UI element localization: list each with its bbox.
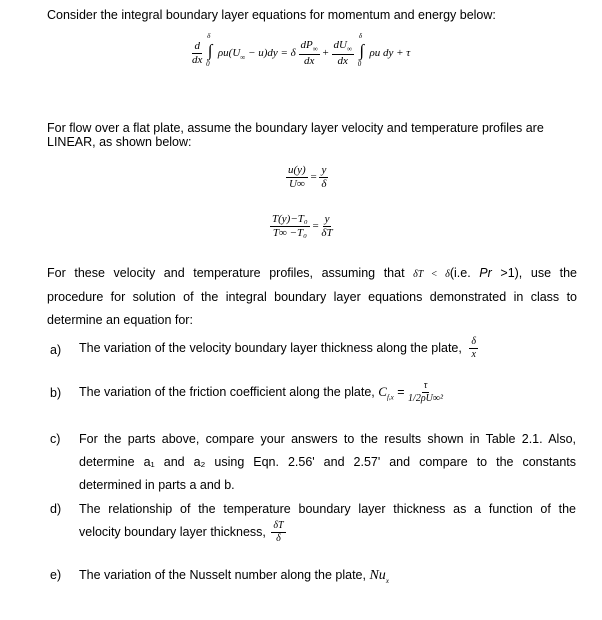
item-d-text: The relationship of the temperature boundary layer thickness as a function of the velocity boundary layer thickness, $\frac{\delta T}{\delta}$ [79, 502, 576, 545]
assumption-paragraph [47, 262, 577, 332]
item-b-label: b) [50, 386, 62, 400]
item-c-label: c) [50, 432, 61, 446]
d-dx-fraction: $\frac{d}{dx}$ [192, 40, 203, 67]
temperature-profile-equation: $\frac{\text{T(y)−T₀}}{\text{T∞ −T₀}}$ = $\frac{y}{\delta T}$ [272, 213, 333, 239]
assumption-line-2: procedure for solution of the integral boundary layer equations demonstrated in class to [47, 290, 577, 304]
integral-sign-2: δ ∫ 0 [357, 32, 365, 69]
item-e-label: e) [50, 568, 62, 582]
dp-dx-fraction: $\frac{dP_\infty}{dx}$ [300, 39, 318, 68]
du-dx-fraction: $\frac{dU_\infty}{dx}$ [333, 39, 352, 68]
flat-plate-text: For flow over a flat plate, assume the boundary layer velocity and temperature profiles are LINEAR, as shown below: [47, 121, 544, 149]
assumption-line-1: For these velocity and temperature profiles, assuming that δT < δ(i.e. Pr >1), use the [47, 266, 577, 280]
item-a-label: a) [50, 343, 62, 357]
integral-equation: $\frac{d}{dx}$ δ ∫ 0 $\rho u(U_\infty - u)dy = \delta$ $\frac{dP_\infty}{dx}$ + $\frac{dU_\infty}{dx}$ δ ∫ 0 ρu dy + τ [192, 32, 411, 69]
intro-text: Consider the integral boundary layer equations for momentum and energy below: [47, 8, 496, 22]
velocity-profile-equation: $\frac{u(y)}{U\infty}$ = $\frac{y}{\delta}$ [288, 164, 327, 190]
item-b-text: The variation of the friction coefficient along the plate, $C_{f,x}$ = $\frac{\tau}{\text{1/2ρU∞²}}$ [79, 380, 443, 405]
item-c-text: For the parts above, compare your answers to the results shown in Table 2.1. Also, determine a₁ and a₂ using Eqn. 2.56' and 2.57' and compare to the constants determined in parts a and b. [79, 432, 576, 492]
item-d-label: d) [50, 502, 62, 516]
assumption-line-3: determine an equation for: [47, 313, 193, 327]
item-a-text: The variation of the velocity boundary layer thickness along the plate, $\frac{\delta}{x}$ [79, 336, 477, 361]
item-e-text: The variation of the Nusselt number along the plate, $Nu_x$ [79, 568, 389, 585]
integral-sign-1: δ ∫ 0 [206, 32, 213, 69]
